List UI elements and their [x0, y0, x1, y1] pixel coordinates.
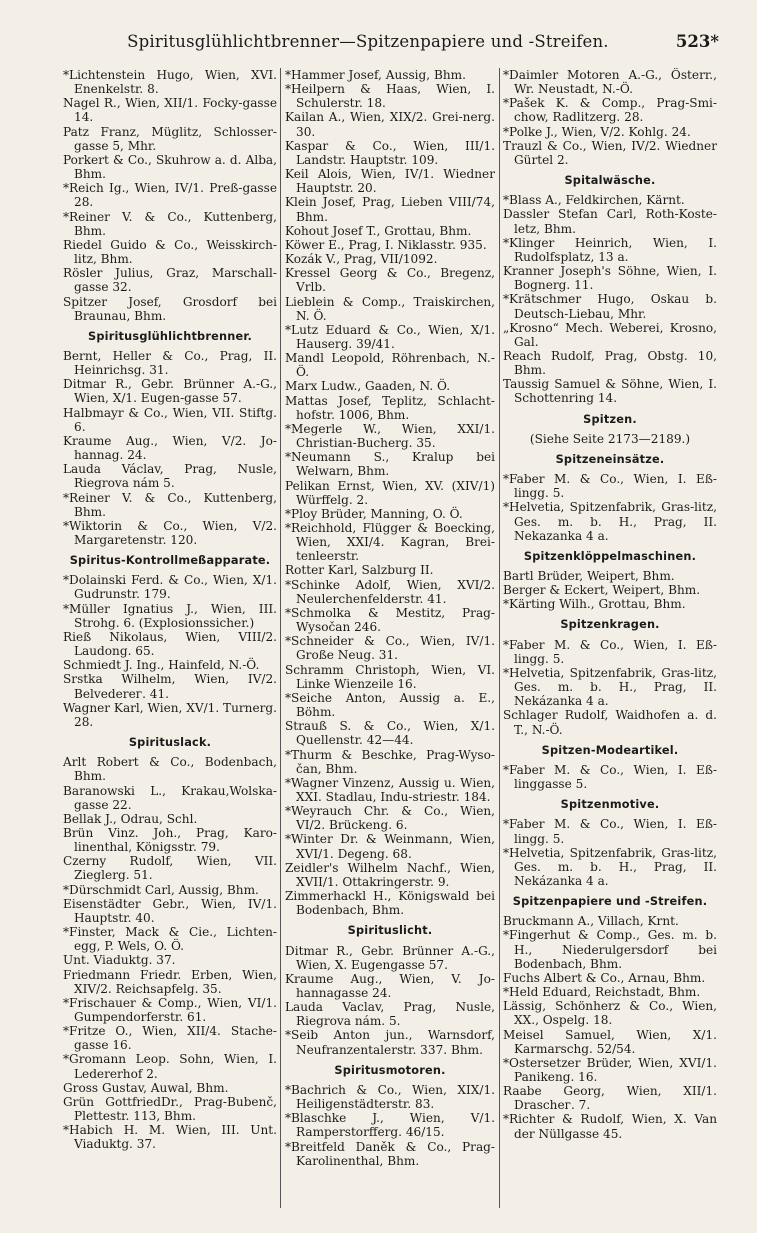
directory-entry: *Reichhold, Flügger & Boecking, Wien, XXI/4. Kagran, Brei-tenleerstr.: [285, 521, 495, 564]
directory-entry: Strauß S. & Co., Wien, X/1. Quellenstr. 42—44.: [285, 719, 495, 748]
directory-entry: *Seib Anton jun., Warnsdorf, Neufranzentalerstr. 337. Bhm.: [285, 1028, 495, 1057]
directory-entry: Grün GottfriedDr., Prag-Bubenč, Plettestr. 113, Bhm.: [63, 1094, 277, 1124]
directory-entry: *Polke J., Wien, V/2. Kohlg. 24.: [503, 124, 691, 139]
column-right: [500, 68, 720, 1208]
directory-entry: *Fritze O., Wien, XII/4. Stache-gasse 16.: [63, 1024, 277, 1053]
directory-entry: *Reich Ig., Wien, IV/1. Preß-gasse 28.: [63, 181, 277, 210]
directory-entry: Porkert & Co., Skuhrow a. d. Alba, Bhm.: [63, 152, 277, 182]
directory-entry: *Krätschmer Hugo, Oskau b. Deutsch-Liebau, Mhr.: [503, 292, 717, 321]
directory-entry: *Lichtenstein Hugo, Wien, XVI. Enenkelstr. 8.: [63, 68, 277, 97]
section-heading: Spitzenklöppelmaschinen.: [523, 549, 697, 563]
directory-entry: Ditmar R., Gebr. Brünner A.-G., Wien, X/1. Eugen-gasse 57.: [63, 377, 277, 406]
section-heading: Spitzenpapiere und -Streifen.: [512, 895, 708, 909]
directory-entry: Mattas Josef, Teplitz, Schlacht-hofstr. 1006, Bhm.: [285, 393, 495, 422]
directory-entry: Dassler Stefan Carl, Roth-Koste-letz, Bhm.: [503, 207, 717, 236]
directory-entry: Klein Josef, Prag, Lieben VIII/74, Bhm.: [285, 195, 495, 224]
section-heading: Spitzen-Modeartikel.: [541, 743, 679, 757]
directory-entry: *Richter & Rudolf, Wien, X. Van der Nüllgasse 45.: [503, 1112, 717, 1141]
directory-entry: *Faber M. & Co., Wien, I. Eß-linggasse 5.: [503, 762, 717, 792]
directory-entry: *Daimler Motoren A.-G., Österr., Wr. Neustadt, N.-Ö.: [503, 68, 717, 97]
directory-entry: Lieblein & Comp., Traiskirchen, N. Ö.: [285, 294, 495, 323]
directory-entry: Srstka Wilhelm, Wien, IV/2. Belvederег. 41.: [63, 672, 277, 701]
section-heading: Spitalwäsche.: [564, 174, 656, 188]
directory-entry: Unt. Viaduktg. 37.: [63, 953, 176, 968]
directory-entry: Rieß Nikolaus, Wien, VIII/2. Laudong. 65.: [63, 629, 277, 659]
directory-entry: *Winter Dr. & Weinmann, Wien, XVI/1. Degeng. 68.: [285, 832, 495, 861]
directory-entry: *Schneider & Co., Wien, IV/1. Große Neug. 31.: [285, 634, 495, 663]
directory-entry: Friedmann Friedr. Erben, Wien, XIV/2. Reichsapfelg. 35.: [63, 967, 277, 996]
directory-entry: Lauda Vaclav, Prag, Nusle, Riegrova nám. 5.: [285, 1000, 495, 1029]
directory-entry: *Megerle W., Wien, XXI/1. Christian-Bucherg. 35.: [285, 421, 495, 451]
directory-entry: Meisel Samuel, Wien, X/1. Karmarschg. 52/54.: [503, 1027, 717, 1056]
directory-entry: Reach Rudolf, Prag, Obstg. 10, Bhm.: [503, 348, 717, 378]
directory-entry: *Müller Ignatius J., Wien, III. Strohg. 6. (Explosionssicher.): [63, 601, 277, 630]
directory-entry: Rotter Karl, Salzburg II.: [285, 563, 434, 578]
directory-entry: Keil Alois, Wien, IV/1. Wiedner Hauptstr. 20.: [285, 167, 495, 196]
directory-entry: Bruckmann A., Villach, Krnt.: [503, 914, 679, 929]
directory-entry: Kressel Georg & Co., Bregenz, Vrlb.: [285, 266, 495, 295]
directory-entry: Bernt, Heller & Co., Prag, II. Heinrichsg. 31.: [63, 348, 277, 378]
directory-entry: Patz Franz, Müglitz, Schlosser-gasse 5, Mhr.: [63, 124, 277, 153]
directory-entry: Mandl Leopold, Röhrenbach, N.-Ö.: [285, 351, 495, 380]
section-heading: Spitzeneinsätze.: [555, 452, 665, 466]
directory-entry: Taussig Samuel & Söhne, Wien, I. Schottenring 14.: [503, 377, 717, 406]
directory-entry: *Thurm & Beschke, Prag-Wyso-čan, Bhm.: [285, 747, 495, 776]
directory-entry: Bartl Brüder, Weipert, Bhm.: [503, 569, 675, 583]
column-middle: [280, 68, 500, 1208]
directory-entry: Raabe Georg, Wien, XII/1. Draschег. 7.: [503, 1084, 717, 1113]
directory-entry: Halbmayr & Co., Wien, VII. Stiftg. 6.: [63, 405, 277, 434]
directory-entry: Ditmar R., Gebr. Brünner A.-G., Wien, X. Eugengasse 57.: [285, 943, 495, 972]
directory-entry: Kozák V., Prag, VII/1092.: [285, 252, 438, 267]
section-heading: Spirituslack.: [128, 736, 212, 750]
directory-entry: Kohout Josef T., Grottau, Bhm.: [285, 223, 472, 238]
directory-entry: Baranowski L., Krakau,Wolska-gasse 22.: [63, 783, 277, 812]
section-heading: Spiritusmotoren.: [334, 1063, 446, 1077]
directory-entry: *Bachrich & Co., Wien, XIX/1. Heiligenstädterstr. 83.: [285, 1082, 495, 1112]
directory-entry: *Dolainski Ferd. & Co., Wien, X/1. Gudrunstr. 179.: [63, 573, 277, 602]
directory-entry: Lauda Václav, Prag, Nusle, Riegrova nám 5.: [63, 462, 277, 491]
directory-entry: *Habich H. M. Wien, III. Unt. Viaduktg. 37.: [63, 1123, 277, 1152]
directory-entry: Zeidler's Wilhelm Nachf., Wien, XVII/1. Ottakringerstr. 9.: [285, 860, 495, 889]
directory-entry: *Finster, Mack & Cie., Lichten-egg, P. Wels, O. Ö.: [63, 925, 277, 954]
directory-entry: Kaspar & Co., Wien, III/1. Landstr. Hauptstr. 109.: [285, 138, 495, 167]
directory-entry: *Schinke Adolf, Wien, XVI/2. Neulerchenfelderstr. 41.: [285, 577, 495, 606]
directory-entry: Marx Ludw., Gaaden, N. Ö.: [285, 379, 451, 394]
directory-entry: Schmiedt J. Ing., Hainfeld, N.-Ö.: [63, 658, 260, 673]
directory-entry: *Klinger Heinrich, Wien, I. Rudolfsplatz, 13 a.: [503, 235, 717, 264]
directory-entry: *Hammer Josef, Aussig, Bhm.: [285, 68, 466, 82]
directory-entry: *Faber M. & Co., Wien, I. Eß-lingg. 5.: [503, 817, 717, 846]
running-title: Spiritusglühlichtbrenner—Spitzenpapiere und -Streifen.: [127, 32, 609, 51]
directory-entry: *Faber M. & Co., Wien, I. Eß-lingg. 5.: [503, 637, 717, 666]
column-left: [60, 68, 280, 1208]
directory-entry: Bellak J., Odrau, Schl.: [63, 811, 198, 826]
directory-entry: Schlager Rudolf, Waidhofen a. d. T., N.-Ö.: [503, 708, 717, 737]
directory-entry: Arlt Robert & Co., Bodenbach, Bhm.: [63, 755, 277, 784]
directory-entry: *Blaschke J., Wien, V/1. Ramperstorfferg. 46/15.: [285, 1111, 495, 1140]
directory-entry: *Blass A., Feldkirchen, Kärnt.: [503, 193, 685, 208]
directory-entry: Wagner Karl, Wien, XV/1. Turnerg. 28.: [63, 700, 277, 729]
directory-entry: *Ostersetzer Brüder, Wien, XVI/1. Panikeng. 16.: [503, 1055, 717, 1084]
section-heading: Spitzenmotive.: [560, 798, 660, 812]
directory-entry: Trauzl & Co., Wien, IV/2. Wiedner Gürtel 2.: [503, 138, 717, 167]
section-heading: Spiritus-Kontrollmeßapparate.: [69, 554, 271, 568]
directory-entry: *Weyrauch Chr. & Co., Wien, VI/2. Brückeng. 6.: [285, 804, 495, 833]
page-number: 523*: [675, 32, 719, 51]
directory-entry: Spitzer Josef, Grosdorf bei Braunau, Bhm.: [63, 294, 277, 323]
directory-entry: Lässig, Schönherz & Co., Wien, XX., Ospelg. 18.: [503, 999, 717, 1028]
directory-entry: *Reiner V. & Co., Kuttenberg, Bhm.: [63, 490, 277, 519]
directory-entry: *Ploy Brüder, Manning, O. Ö.: [285, 506, 463, 521]
directory-entry: *Wiktorin & Co., Wien, V/2. Margaretenstr. 120.: [63, 518, 277, 547]
directory-entry: Köwer E., Prag, I. Niklasstr. 935.: [285, 237, 487, 252]
directory-entry: *Fingerhut & Comp., Ges. m. b. H., Niederulgersdorf bei Bodenbach, Bhm.: [503, 928, 717, 971]
directory-entry: *Kärting Wilh., Grottau, Bhm.: [503, 597, 686, 612]
directory-entry: Rösler Julius, Graz, Marschall-gasse 32.: [63, 266, 277, 295]
directory-entry: *Pašek K. & Comp., Prag-Smi-chow, Radlitzerg. 28.: [503, 96, 717, 125]
directory-entry: Kraume Aug., Wien, V. Jo-hannagasse 24.: [285, 971, 495, 1000]
directory-entry: *Helvetia, Spitzenfabrik, Gras-litz, Ges. m. b. H., Prag, II. Nekazanka 4 a.: [503, 500, 717, 543]
directory-entry: Nagel R., Wien, XII/1. Focky-gasse 14.: [63, 96, 277, 125]
directory-entry: Kailan A., Wien, XIX/2. Grei-nerg. 30.: [285, 110, 495, 139]
directory-entry: *Reiner V. & Co., Kuttenberg, Bhm.: [63, 209, 277, 238]
directory-entry: Kranner Joseph's Söhne, Wien, I. Bognerg. 11.: [503, 264, 717, 293]
directory-entry: *Helvetia, Spitzenfabrik, Gras-litz, Ges. m. b. H., Prag, II. Nekázanka 4 a.: [503, 665, 717, 709]
directory-entry: *Neumann S., Kralup bei Welwarn, Bhm.: [285, 450, 495, 479]
page-header: [60, 32, 719, 58]
directory-entry: *Dürschmidt Carl, Aussig, Bhm.: [63, 882, 259, 897]
cross-reference-note: (Siehe Seite 2173—2189.): [529, 431, 691, 446]
directory-entry: Czerny Rudolf, Wien, VII. Zieglerg. 51.: [63, 854, 277, 883]
directory-entry: Gross Gustav, Auwal, Bhm.: [63, 1080, 229, 1095]
directory-entry: Schramm Christoph, Wien, VI. Linke Wienzeile 16.: [285, 662, 495, 691]
directory-entry: *Frischauer & Comp., Wien, VI/1. Gumpendorferstr. 61.: [63, 995, 277, 1024]
directory-entry: *Schmolka & Mestitz, Prag-Wysočan 246.: [285, 605, 495, 635]
directory-entry: Fuchs Albert & Co., Arnau, Bhm.: [503, 970, 706, 985]
section-heading: Spitzenkragen.: [560, 618, 660, 632]
directory-entry: Berger & Eckert, Weipert, Bhm.: [503, 583, 701, 598]
directory-entry: Riedel Guido & Co., Weisskirch-litz, Bhm.: [63, 237, 277, 267]
directory-entry: *Helvetia, Spitzenfabrik, Gras-litz, Ges. m. b. H., Prag, II. Nekázanka 4 a.: [503, 845, 717, 888]
directory-entry: *Faber M. & Co., Wien, I. Eß-lingg. 5.: [503, 472, 717, 501]
directory-entry: *Lutz Eduard & Co., Wien, X/1. Hauserg. 39/41.: [285, 322, 495, 351]
directory-entry: „Krosno“ Mech. Weberei, Krosno, Gal.: [503, 320, 717, 349]
columns: [60, 68, 722, 1208]
directory-entry: Eisenstädter Gebr., Wien, IV/1. Hauptstr. 40.: [63, 896, 277, 925]
directory-entry: *Gromann Leop. Sohn, Wien, I. Ledererhof 2.: [63, 1052, 277, 1081]
directory-entry: *Held Eduard, Reichstadt, Bhm.: [503, 985, 701, 1000]
directory-entry: Kraume Aug., Wien, V/2. Jo-hannag. 24.: [63, 433, 277, 463]
directory-entry: Pelikan Ernst, Wien, XV. (XIV/1) Würffelg. 2.: [285, 478, 495, 507]
section-heading: Spiritusglühlichtbrenner.: [88, 329, 252, 343]
section-heading: Spitzen.: [583, 412, 637, 426]
directory-entry: Zimmerhackl H., Königswald bei Bodenbach, Bhm.: [285, 889, 495, 918]
directory-entry: *Heilpern & Haas, Wien, I. Schulerstr. 18.: [285, 82, 495, 111]
directory-entry: Brün Vinz. Joh., Prag, Karo-linenthal, Königsstr. 79.: [63, 825, 277, 855]
directory-entry: *Breitfeld Daněk & Co., Prag-Karolinenthal, Bhm.: [285, 1139, 495, 1168]
section-heading: Spirituslicht.: [347, 924, 433, 938]
directory-entry: *Wagner Vinzenz, Aussig u. Wien, XXI. Stadlau, Indu-striestr. 184.: [285, 775, 495, 804]
directory-entry: *Seiche Anton, Aussig a. E., Böhm.: [285, 690, 495, 720]
